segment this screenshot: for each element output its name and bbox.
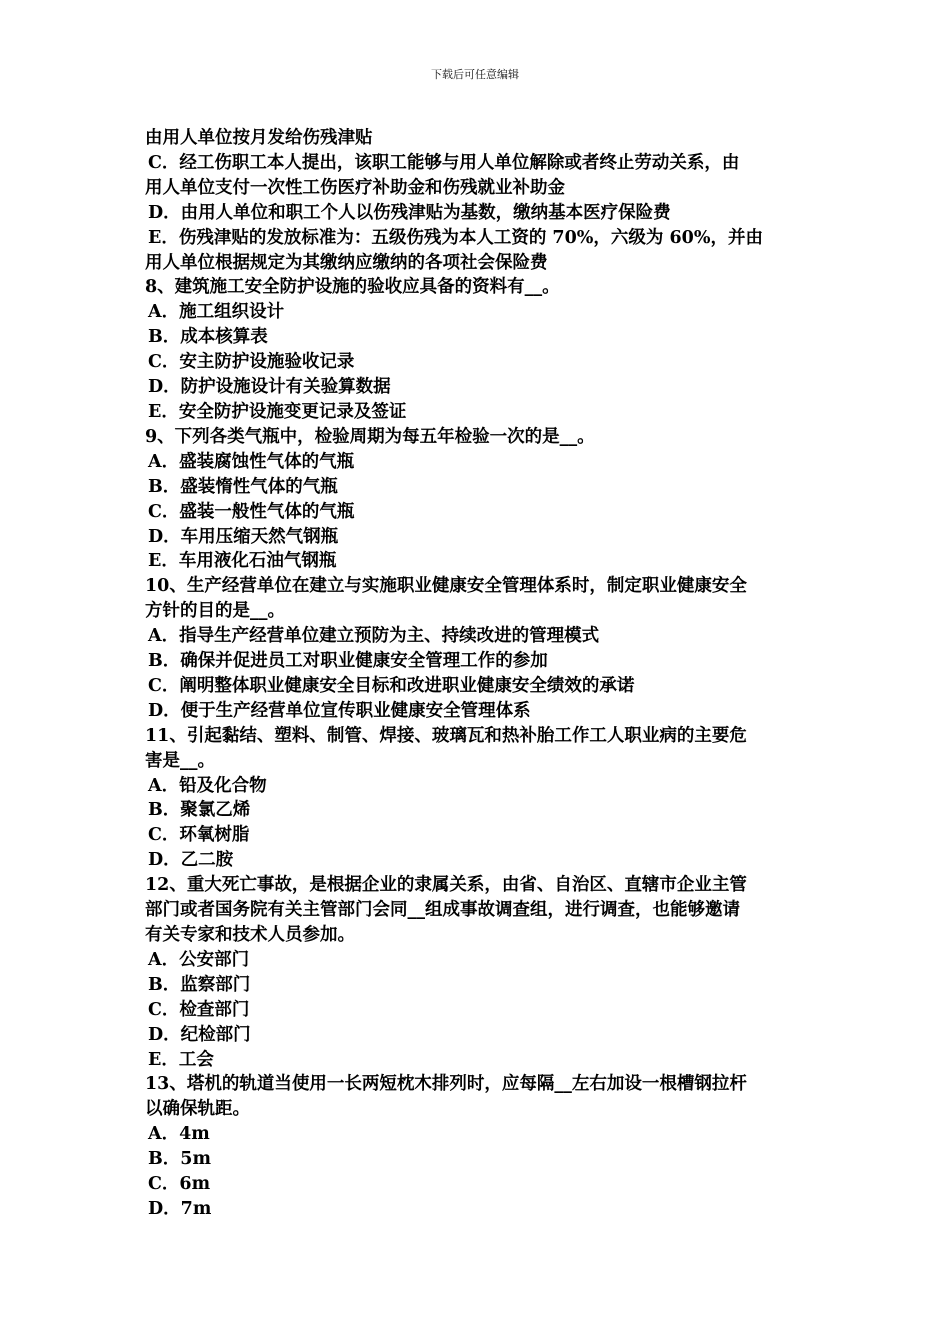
- answer-option: C．盛装一般性气体的气瓶: [148, 501, 355, 522]
- answer-option: A．盛装腐蚀性气体的气瓶: [148, 451, 355, 472]
- page-header: 下载后可任意编辑: [431, 68, 519, 81]
- document-body: [145, 126, 810, 1222]
- text-line: 9、下列各类气瓶中，检验周期为每五年检验一次的是__。: [145, 426, 595, 447]
- answer-option: B．盛装惰性气体的气瓶: [148, 476, 338, 497]
- answer-option: B．聚氯乙烯: [148, 800, 251, 821]
- answer-option: B．成本核算表: [148, 327, 268, 348]
- answer-option: C．阐明整体职业健康安全目标和改进职业健康安全绩效的承诺: [148, 675, 635, 696]
- answer-option: E．车用液化石油气钢瓶: [148, 551, 337, 572]
- answer-option: B．监察部门: [148, 974, 251, 995]
- answer-option: C．经工伤职工本人提出，该职工能够与用人单位解除或者终止劳动关系，由: [148, 152, 740, 173]
- answer-option: E．工会: [148, 1049, 214, 1070]
- answer-option: D．车用压缩天然气钢瓶: [148, 526, 339, 547]
- text-line: 用人单位支付一次性工伤医疗补助金和伤残就业补助金: [145, 177, 565, 198]
- answer-option: A．指导生产经营单位建立预防为主、持续改进的管理模式: [148, 626, 600, 647]
- answer-option: E．安全防护设施变更记录及签证: [148, 401, 407, 422]
- answer-option: D．纪检部门: [148, 1024, 251, 1045]
- text-line: 8、建筑施工安全防护设施的验收应具备的资料有__。: [145, 277, 560, 298]
- text-line: 方针的目的是__。: [145, 601, 285, 622]
- answer-option: A．施工组织设计: [148, 302, 285, 323]
- text-line: 11、引起黏结、塑料、制管、焊接、玻璃瓦和热补胎工作工人职业病的主要危: [145, 725, 747, 746]
- answer-option: D．7m: [148, 1198, 212, 1219]
- answer-option: E．伤残津贴的发放标准为：五级伤残为本人工资的 70%，六级为 60%，并由: [148, 227, 763, 248]
- answer-option: D．防护设施设计有关验算数据: [148, 377, 391, 398]
- answer-option: B．5m: [148, 1149, 211, 1170]
- text-line: 用人单位根据规定为其缴纳应缴纳的各项社会保险费: [145, 252, 548, 273]
- answer-option: A．公安部门: [148, 949, 250, 970]
- text-line: 13、塔机的轨道当使用一长两短枕木排列时，应每隔__左右加设一根槽钢拉杆: [145, 1074, 747, 1095]
- answer-option: A．4m: [148, 1124, 210, 1145]
- answer-option: B．确保并促进员工对职业健康安全管理工作的参加: [148, 651, 548, 672]
- text-line: 有关专家和技术人员参加。: [145, 925, 355, 945]
- answer-option: D．便于生产经营单位宣传职业健康安全管理体系: [148, 700, 531, 721]
- text-line: 害是__。: [145, 750, 215, 771]
- answer-option: D．乙二胺: [148, 850, 234, 871]
- answer-option: C．安主防护设施验收记录: [148, 352, 355, 373]
- answer-option: C．环氧树脂: [148, 825, 250, 846]
- text-line: 10、生产经营单位在建立与实施职业健康安全管理体系时，制定职业健康安全: [145, 576, 747, 597]
- text-line: 部门或者国务院有关主管部门会同__组成事故调查组，进行调查，也能够邀请: [145, 900, 740, 921]
- text-line: 以确保轨距。: [145, 1099, 250, 1120]
- answer-option: C．6m: [148, 1174, 211, 1195]
- text-line: 由用人单位按月发给伤残津贴: [145, 128, 373, 148]
- answer-option: A．铅及化合物: [148, 775, 267, 796]
- text-line: 12、重大死亡事故，是根据企业的隶属关系，由省、自治区、直辖市企业主管: [145, 875, 747, 896]
- answer-option: D．由用人单位和职工个人以伤残津贴为基数，缴纳基本医疗保险费: [148, 202, 671, 223]
- answer-option: C．检查部门: [148, 999, 250, 1020]
